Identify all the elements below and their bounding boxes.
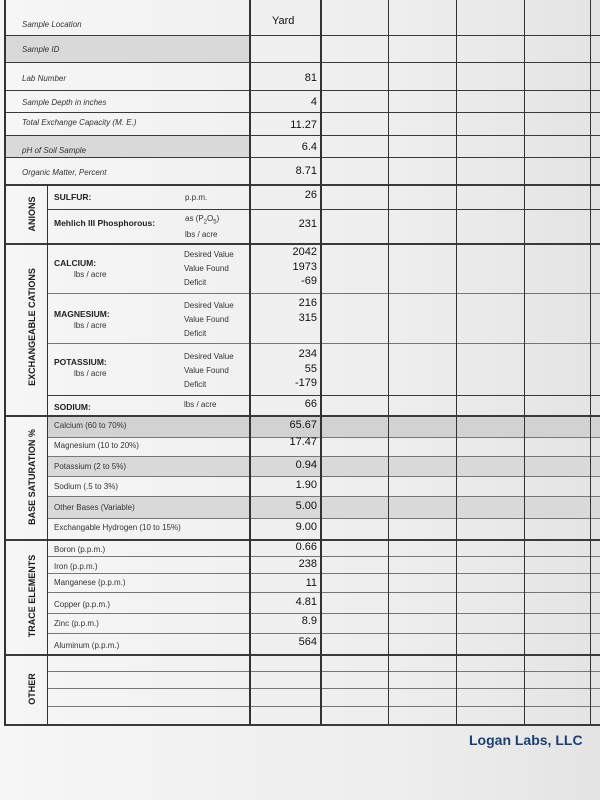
calcium-found-label: Value Found [184, 264, 229, 273]
rule [4, 112, 600, 113]
base-sat-value: 9.00 [295, 521, 317, 533]
base-sat-value: 65.67 [289, 419, 317, 431]
sulfur-label: SULFUR: [54, 192, 92, 202]
cations-section-label: EXCHANGEABLE CATIONS [27, 268, 37, 386]
magnesium-unit: lbs / acre [74, 321, 107, 330]
trace-element-label: Manganese (p.p.m.) [54, 578, 126, 587]
sodium-unit: lbs / acre [184, 400, 217, 409]
ph-value: 6.4 [301, 141, 317, 153]
trace-element-label: Iron (p.p.m.) [54, 562, 98, 571]
rule [47, 184, 48, 725]
phosphorous-unit: as $(P_2O_5)$ [185, 214, 220, 226]
rule [388, 0, 389, 725]
rule [48, 496, 600, 497]
rule [4, 243, 600, 245]
organic-matter-value: 8.71 [295, 165, 317, 177]
rule [4, 415, 600, 417]
phosphorous-unit-line2: lbs / acre [185, 230, 218, 239]
calcium-desired-label: Desired Value [184, 250, 234, 259]
rule [456, 0, 457, 725]
base-sat-label: Calcium (60 to 70%) [54, 421, 127, 430]
rule [48, 573, 600, 574]
potassium-found-value: 55 [304, 363, 317, 375]
logan-labs-brand: Logan Labs, LLC [469, 732, 583, 748]
trace-element-value: 11 [305, 577, 317, 589]
trace-element-value: 0.66 [295, 541, 317, 553]
calcium-unit: lbs / acre [74, 270, 107, 279]
sample-location-label: Sample Location [22, 20, 82, 29]
base-sat-label: Other Bases (Variable) [54, 503, 135, 512]
anions-section-label: ANIONS [27, 196, 37, 232]
rule [48, 518, 600, 519]
trace-element-value: 238 [298, 558, 317, 570]
sodium-label: SODIUM: [54, 402, 91, 412]
lab-number-value: 81 [304, 72, 317, 84]
lab-number-label: Lab Number [22, 74, 67, 83]
rule [48, 671, 600, 672]
rule [48, 613, 600, 614]
rule [48, 293, 600, 294]
rule [48, 456, 600, 457]
rule [4, 724, 600, 726]
sample-id-label: Sample ID [22, 45, 60, 54]
rule [48, 688, 600, 689]
base-sat-label: Potassium (2 to 5%) [54, 462, 127, 471]
sulfur-unit: p.p.m. [185, 193, 208, 202]
rule [4, 0, 6, 725]
potassium-deficit-label: Deficit [184, 380, 207, 389]
rule [320, 0, 322, 725]
rule [48, 706, 600, 707]
trace-elements-section-label: TRACE ELEMENTS [27, 554, 37, 638]
potassium-found-label: Value Found [184, 366, 229, 375]
sample-location-value: Yard [272, 15, 295, 27]
calcium-label: CALCIUM: [54, 258, 97, 268]
rule [48, 437, 600, 438]
rule [48, 476, 600, 477]
row-shade [48, 415, 600, 437]
magnesium-deficit-label: Deficit [184, 329, 207, 338]
magnesium-found-label: Value Found [184, 315, 229, 324]
sample-depth-label: Sample Depth in inches [22, 98, 107, 107]
potassium-deficit-value: -179 [294, 377, 317, 389]
trace-element-label: Aluminum (p.p.m.) [54, 641, 120, 650]
rule [48, 343, 600, 344]
base-sat-value: 5.00 [295, 500, 317, 512]
magnesium-desired-label: Desired Value [184, 301, 234, 310]
potassium-desired-value: 234 [298, 348, 317, 360]
base-sat-value: 17.47 [289, 436, 317, 448]
rule [4, 184, 600, 186]
organic-matter-label: Organic Matter, Percent [22, 168, 107, 177]
base-sat-label: Magnesium (10 to 20%) [54, 441, 139, 450]
potassium-desired-label: Desired Value [184, 352, 234, 361]
magnesium-label: MAGNESIUM: [54, 309, 110, 319]
rule [4, 35, 600, 36]
trace-element-label: Zinc (p.p.m.) [54, 619, 99, 628]
rule [590, 0, 591, 725]
rule [249, 0, 251, 725]
base-sat-value: 1.90 [295, 479, 317, 491]
other-section-label: OTHER [27, 673, 37, 705]
base-sat-label: Exchangable Hydrogen (10 to 15%) [54, 523, 181, 532]
base-sat-label: Sodium (.5 to 3%) [54, 482, 119, 491]
rule [48, 395, 600, 396]
rule [48, 633, 600, 634]
sulfur-value: 26 [304, 189, 317, 201]
rule [4, 62, 600, 63]
trace-element-value: 564 [298, 636, 317, 648]
tec-value: 11.27 [290, 119, 317, 131]
calcium-deficit-value: -69 [301, 275, 317, 287]
rule [4, 135, 600, 136]
ph-label: pH of Soil Sample [22, 146, 87, 155]
trace-element-value: 4.81 [295, 596, 317, 608]
phosphorous-value: 231 [298, 218, 317, 230]
rule [48, 209, 600, 210]
base-sat-value: 0.94 [295, 459, 317, 471]
base-saturation-section-label: BASE SATURATION % [27, 429, 37, 525]
sample-depth-value: 4 [310, 96, 317, 108]
potassium-label: POTASSIUM: [54, 357, 107, 367]
rule [4, 90, 600, 91]
trace-element-value: 8.9 [301, 615, 317, 627]
trace-element-label: Copper (p.p.m.) [54, 600, 111, 609]
rule [48, 592, 600, 593]
rule [4, 157, 600, 158]
potassium-unit: lbs / acre [74, 369, 107, 378]
tec-label: Total Exchange Capacity (M. E.) [22, 118, 137, 127]
sodium-value: 66 [304, 398, 317, 410]
phosphorous-label: Mehlich III Phosphorous: [54, 218, 156, 228]
trace-element-label: Boron (p.p.m.) [54, 545, 106, 554]
calcium-found-value: 1973 [292, 261, 317, 273]
magnesium-found-value: 315 [298, 312, 317, 324]
rule [4, 654, 600, 656]
calcium-deficit-label: Deficit [184, 278, 207, 287]
rule [524, 0, 525, 725]
rule [48, 556, 600, 557]
calcium-desired-value: 2042 [292, 246, 317, 258]
row-shade [48, 456, 600, 476]
magnesium-desired-value: 216 [298, 297, 317, 309]
